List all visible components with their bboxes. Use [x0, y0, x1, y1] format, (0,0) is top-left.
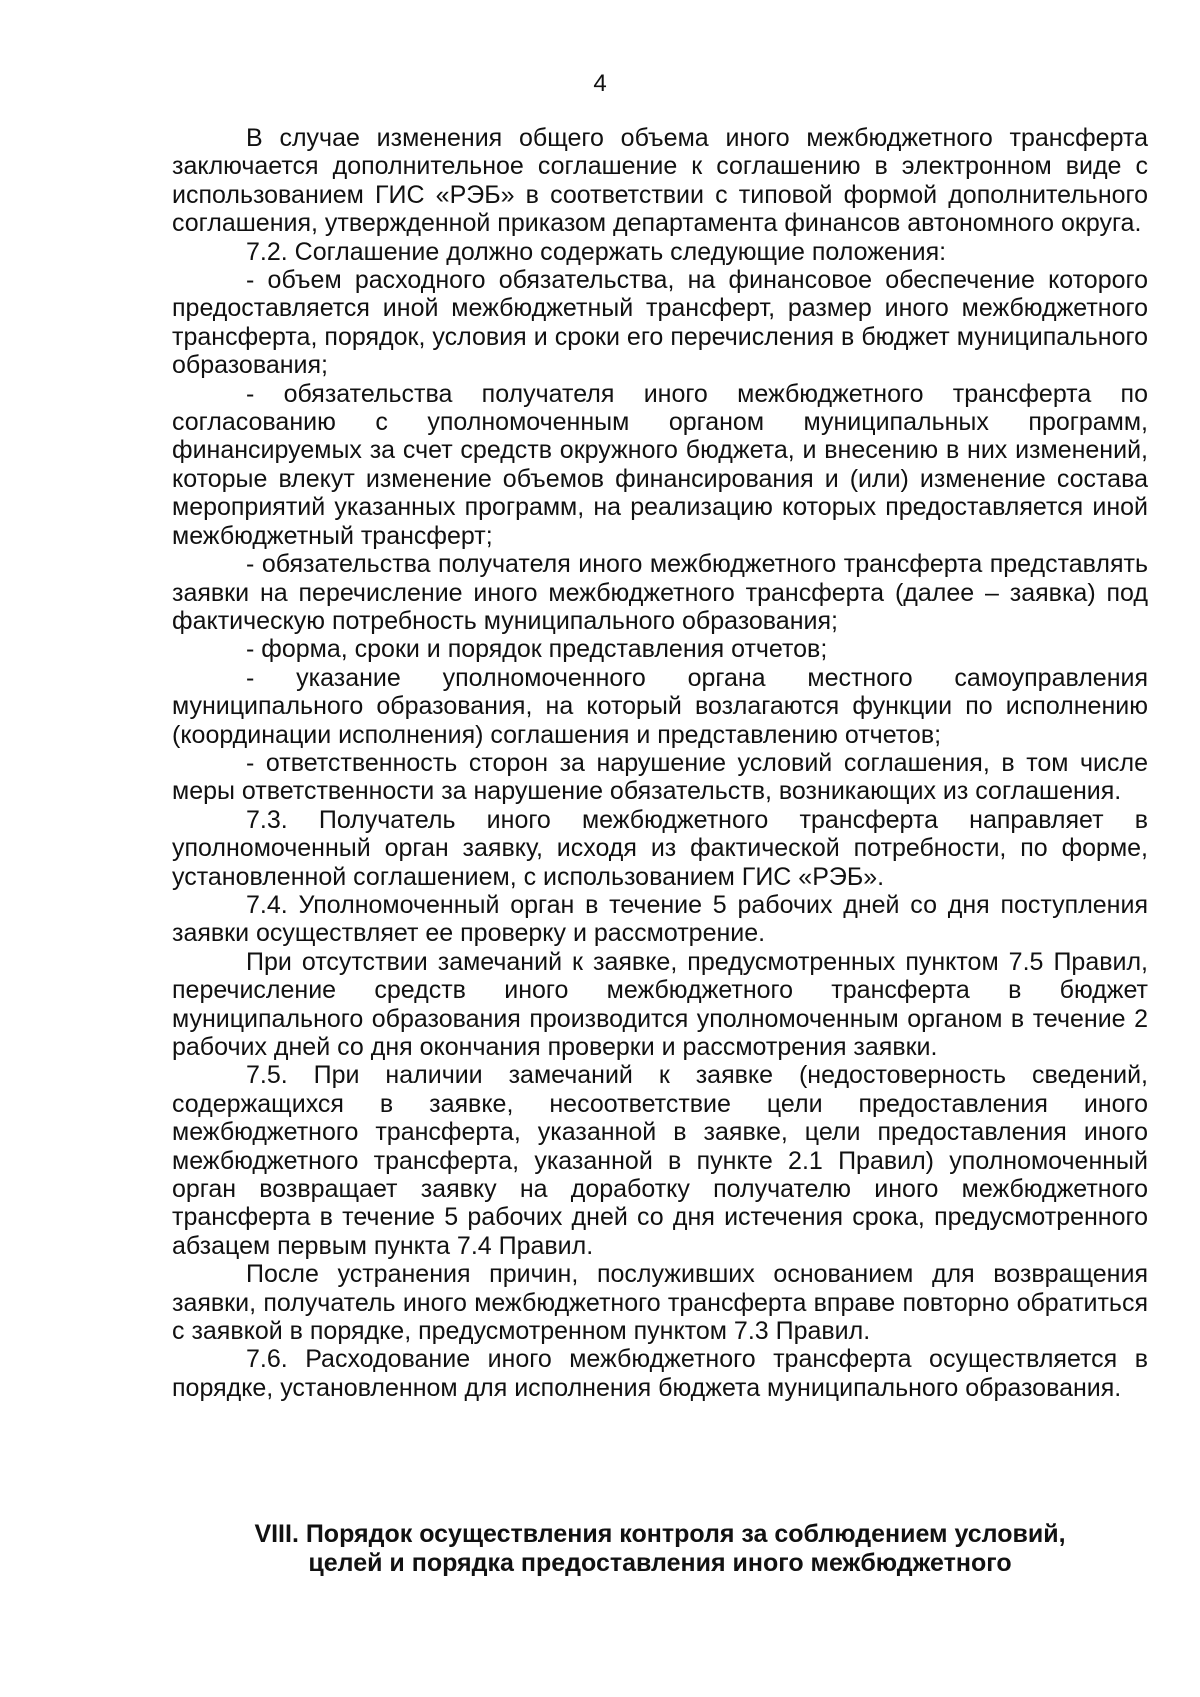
paragraph-7-4: 7.4. Уполномоченный орган в течение 5 рабочих дней со дня поступления заявки осуществляет ее проверку и рассмотрение. — [172, 890, 1148, 948]
list-item-responsibility: - ответственность сторон за нарушение условий соглашения, в том числе меры ответственности за нарушение обязательств, возникающих из соглашения. — [172, 748, 1148, 806]
list-item-authorized-body: - указание уполномоченного органа местного самоуправления муниципального образования, на который возлагаются функции по исполнению (координации исполнения) соглашения и представлению отчетов; — [172, 663, 1148, 749]
paragraph-7-6: 7.6. Расходование иного межбюджетного трансферта осуществляется в порядке, установленном для исполнения бюджета муниципального образования. — [172, 1345, 1148, 1402]
page-number: 4 — [593, 70, 607, 97]
section-heading-line-2: целей и порядка предоставления иного межбюджетного — [308, 1549, 1012, 1577]
paragraph-resubmission: После устранения причин, послуживших основанием для возвращения заявки, получатель иного межбюджетного трансферта вправе повторно обратиться с заявкой в порядке, предусмотренном пунктом 7.3 Правил. — [172, 1260, 1148, 1346]
document-body — [172, 124, 1148, 1402]
paragraph-7-3: 7.3. Получатель иного межбюджетного трансферта направляет в уполномоченный орган заявку, исходя из фактической потребности, по форме, установленной соглашением, с использованием ГИС «РЭБ». — [172, 805, 1148, 891]
paragraph-additional-agreement: В случае изменения общего объема иного межбюджетного трансферта заключается дополнительное соглашение к соглашению в электронном виде с использованием ГИС «РЭБ» в соответствии с типовой формой дополнительного соглашения, утвержденной приказом департамента финансов автономного округа. — [172, 124, 1148, 238]
paragraph-7-2: 7.2. Соглашение должно содержать следующие положения: — [246, 237, 947, 266]
section-heading-line-1: VIII. Порядок осуществления контроля за соблюдением условий, — [254, 1520, 1066, 1548]
list-item-program-approval: - обязательства получателя иного межбюджетного трансферта по согласованию с уполномоченным органом муниципальных программ, финансируемых за счет средств окружного бюджета, и внесению в них изменений, которые влекут изменение объемов финансирования и (или) изменение состава мероприятий указанных программ, на реализацию которых предоставляется иной межбюджетный трансферт; — [172, 379, 1148, 550]
list-item-application-obligation: - обязательства получателя иного межбюджетного трансферта представлять заявки на перечисление иного межбюджетного трансферта (далее – заявка) под фактическую потребность муниципального образования; — [172, 550, 1148, 635]
list-item-reporting: - форма, сроки и порядок представления отчетов; — [246, 635, 828, 664]
paragraph-7-5: 7.5. При наличии замечаний к заявке (недостоверность сведений, содержащихся в заявке, несоответствие цели предоставления иного межбюджетного трансферта, указанной в заявке, цели предоставления иного межбюджетного трансферта, указанной в пункте 2.1 Правил) уполномоченный орган возвращает заявку на доработку получателю иного межбюджетного трансферта в течение 5 рабочих дней со дня истечения срока, предусмотренного абзацем первым пункта 7.4 Правил. — [172, 1061, 1148, 1260]
paragraph-no-remarks: При отсутствии замечаний к заявке, предусмотренных пунктом 7.5 Правил, перечисление средств иного межбюджетного трансферта в бюджет муниципального образования производится уполномоченным органом в течение 2 рабочих дней со дня окончания проверки и рассмотрения заявки. — [172, 947, 1148, 1061]
section-heading — [172, 1520, 1148, 1578]
list-item-expense-obligation: - объем расходного обязательства, на финансовое обеспечение которого предоставляется иной межбюджетный трансферт, размер иного межбюджетного трансферта, порядок, условия и сроки его перечисления в бюджет муниципального образования; — [172, 266, 1148, 380]
